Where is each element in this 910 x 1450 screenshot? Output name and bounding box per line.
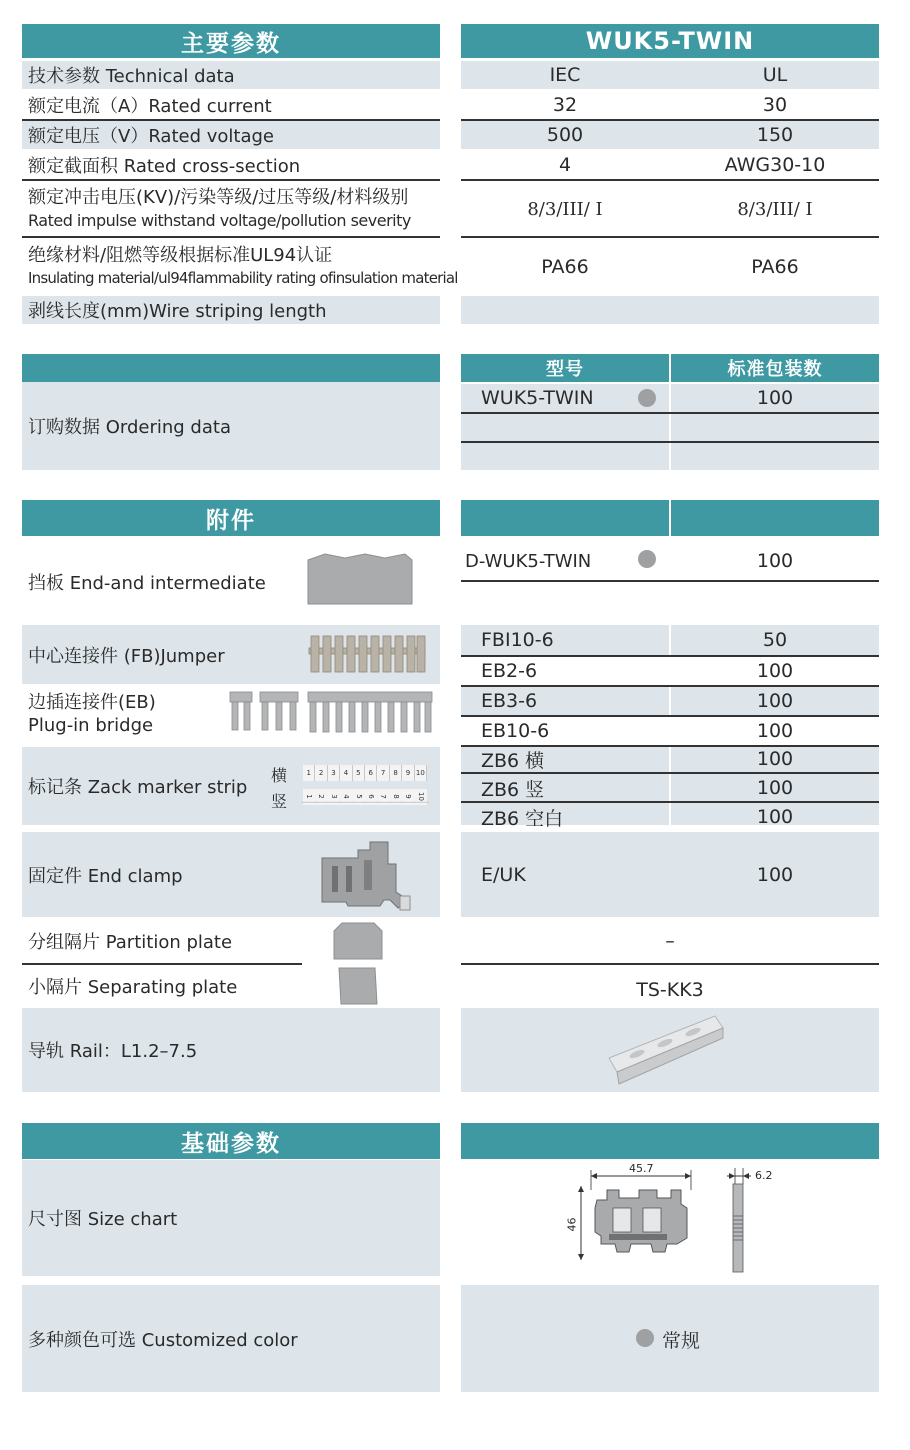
size-chart-image bbox=[461, 1160, 879, 1276]
color-name: 常规 bbox=[662, 1330, 701, 1352]
basic-params-header: 基础参数 bbox=[22, 1123, 440, 1159]
divider bbox=[22, 963, 302, 965]
cross-section-iec: 4 bbox=[558, 154, 572, 176]
din-rail-image bbox=[605, 1012, 725, 1088]
row-bg bbox=[461, 296, 879, 324]
package-column-header: 标准包装数 bbox=[671, 354, 879, 382]
ordering-data-label: 订购数据 Ordering data bbox=[28, 417, 231, 438]
zb6-v-qty: 100 bbox=[756, 777, 794, 799]
divider bbox=[22, 179, 440, 181]
rail-label: 导轨 Rail：L1.2–7.5 bbox=[28, 1041, 198, 1062]
wire-striping-label: 剥线长度(mm)Wire striping length bbox=[28, 301, 327, 322]
marker-number: 10 bbox=[413, 791, 429, 803]
rated-voltage-ul: 150 bbox=[756, 124, 794, 146]
plug-bridge-image bbox=[228, 690, 434, 736]
marker-number: 4 bbox=[340, 765, 352, 781]
ordering-header-bar bbox=[22, 354, 440, 382]
partition-plate-value: – bbox=[665, 930, 675, 952]
zb6-blank-model: ZB6 空白 bbox=[481, 807, 564, 830]
marker-number: 6 bbox=[363, 791, 379, 803]
main-params-header: 主要参数 bbox=[22, 24, 440, 58]
model-column-header: 型号 bbox=[461, 354, 669, 382]
gray-color-dot-icon bbox=[638, 389, 656, 407]
jumper-label: 中心连接件 (FB)Jumper bbox=[28, 645, 225, 667]
divider bbox=[461, 580, 879, 582]
marker-strip-horizontal bbox=[303, 765, 427, 781]
end-plate-qty: 100 bbox=[756, 550, 794, 572]
divider bbox=[461, 963, 879, 965]
customized-color-label: 多种颜色可选 Customized color bbox=[28, 1329, 298, 1351]
marker-strip-label: 标记条 Zack marker strip bbox=[28, 777, 248, 798]
divider bbox=[461, 236, 879, 238]
technical-data-label: 技术参数 Technical data bbox=[28, 66, 235, 87]
plug-bridge-label bbox=[22, 686, 222, 742]
cross-section-label: 额定截面积 Rated cross-section bbox=[28, 156, 301, 177]
basic-params-header-bar bbox=[461, 1123, 879, 1159]
accessories-header: 附件 bbox=[22, 500, 440, 536]
marker-number: 8 bbox=[390, 765, 402, 781]
end-clamp-qty: 100 bbox=[756, 863, 794, 886]
insulating-material-ul: PA66 bbox=[751, 256, 799, 278]
product-header: WUK5-TWIN bbox=[461, 24, 879, 58]
end-clamp-label: 固定件 End clamp bbox=[28, 865, 183, 887]
ordering-model: WUK5-TWIN bbox=[481, 387, 594, 409]
size-chart-label: 尺寸图 Size chart bbox=[28, 1209, 178, 1230]
end-clamp-model: E/UK bbox=[481, 863, 526, 886]
marker-strip-vertical bbox=[303, 789, 427, 805]
divider bbox=[461, 412, 879, 414]
zb6-blank-qty: 100 bbox=[756, 806, 794, 828]
gray-color-dot-icon bbox=[636, 1329, 654, 1347]
marker-number: 10 bbox=[415, 765, 427, 781]
jumper-image bbox=[307, 634, 427, 674]
impulse-voltage-label bbox=[22, 182, 440, 236]
marker-number: 6 bbox=[365, 765, 377, 781]
marker-number: 7 bbox=[377, 765, 389, 781]
zb6-h-qty: 100 bbox=[756, 748, 794, 770]
dimension-thickness-label: 6.2 bbox=[755, 1169, 773, 1182]
dimension-height-label: 46 bbox=[565, 1217, 579, 1232]
divider bbox=[461, 772, 879, 774]
separating-plate-image bbox=[337, 964, 379, 1006]
marker-number: 5 bbox=[353, 765, 365, 781]
rated-current-label: 额定电流（A）Rated current bbox=[28, 96, 272, 117]
ul-header: UL bbox=[762, 64, 788, 86]
rated-voltage-label: 额定电压（V）Rated voltage bbox=[28, 126, 274, 147]
insulating-material-iec: PA66 bbox=[541, 256, 589, 278]
marker-number: 8 bbox=[388, 791, 404, 803]
accessories-header-bar bbox=[671, 500, 879, 536]
marker-number: 2 bbox=[314, 791, 330, 803]
plug-bridge-label-en: Plug-in bridge bbox=[28, 715, 154, 736]
jumper-model: FBI10-6 bbox=[481, 629, 554, 651]
plug-bridge-label-cn: 边插连接件(EB) bbox=[28, 692, 156, 713]
jumper-qty: 50 bbox=[762, 629, 788, 651]
marker-number: 2 bbox=[315, 765, 327, 781]
eb3-model: EB3-6 bbox=[481, 690, 538, 712]
end-plate-label: 挡板 End-and intermediate bbox=[28, 573, 266, 594]
eb2-qty: 100 bbox=[756, 660, 794, 682]
separating-plate-value: TS-KK3 bbox=[636, 979, 704, 1001]
end-clamp-image bbox=[318, 838, 412, 912]
insulating-material-label-cn: 绝缘材料/阻燃等级根据标准UL94认证 bbox=[28, 245, 333, 266]
end-plate-model: D-WUK5-TWIN bbox=[465, 550, 592, 572]
marker-number: 5 bbox=[351, 791, 367, 803]
rated-current-iec: 32 bbox=[552, 94, 578, 116]
partition-plate-image bbox=[332, 921, 384, 961]
divider bbox=[22, 236, 440, 238]
cross-section-ul: AWG30-10 bbox=[724, 154, 826, 176]
marker-number: 7 bbox=[376, 791, 392, 803]
marker-number: 4 bbox=[338, 791, 354, 803]
impulse-voltage-iec: 8/3/III/ I bbox=[527, 198, 603, 220]
impulse-voltage-label-cn: 额定冲击电压(KV)/污染等级/过压等级/材料级别 bbox=[28, 187, 409, 208]
eb2-model: EB2-6 bbox=[481, 660, 538, 682]
insulating-material-label bbox=[22, 240, 458, 294]
eb10-qty: 100 bbox=[756, 720, 794, 742]
accessories-header-bar bbox=[461, 500, 669, 536]
impulse-voltage-ul: 8/3/III/ I bbox=[737, 198, 813, 220]
iec-header: IEC bbox=[549, 64, 581, 86]
marker-number: 9 bbox=[400, 791, 416, 803]
rated-voltage-iec: 500 bbox=[546, 124, 584, 146]
eb10-model: EB10-6 bbox=[481, 720, 550, 742]
marker-vertical-label: 竖 bbox=[271, 792, 288, 811]
separating-plate-label: 小隔片 Separating plate bbox=[28, 977, 238, 998]
impulse-voltage-label-en: Rated impulse withstand voltage/pollution severity bbox=[28, 211, 411, 230]
divider bbox=[461, 441, 879, 443]
eb3-qty: 100 bbox=[756, 690, 794, 712]
end-plate-image bbox=[305, 552, 415, 608]
marker-number: 1 bbox=[303, 765, 315, 781]
gray-color-dot-icon bbox=[638, 550, 656, 568]
marker-horizontal-label: 横 bbox=[271, 766, 288, 785]
marker-number: 3 bbox=[326, 791, 342, 803]
rated-current-ul: 30 bbox=[762, 94, 788, 116]
ordering-pack: 100 bbox=[756, 387, 794, 409]
marker-number: 9 bbox=[402, 765, 414, 781]
zb6-h-model: ZB6 横 bbox=[481, 749, 545, 772]
insulating-material-label-en: Insulating material/ul94flammability rating ofinsulation material bbox=[28, 269, 458, 287]
marker-number: 3 bbox=[328, 765, 340, 781]
marker-number: 1 bbox=[301, 791, 317, 803]
zb6-v-model: ZB6 竖 bbox=[481, 778, 545, 801]
divider bbox=[461, 179, 879, 181]
divider bbox=[461, 801, 879, 803]
partition-plate-label: 分组隔片 Partition plate bbox=[28, 932, 233, 953]
dimension-width-label: 45.7 bbox=[629, 1162, 654, 1175]
